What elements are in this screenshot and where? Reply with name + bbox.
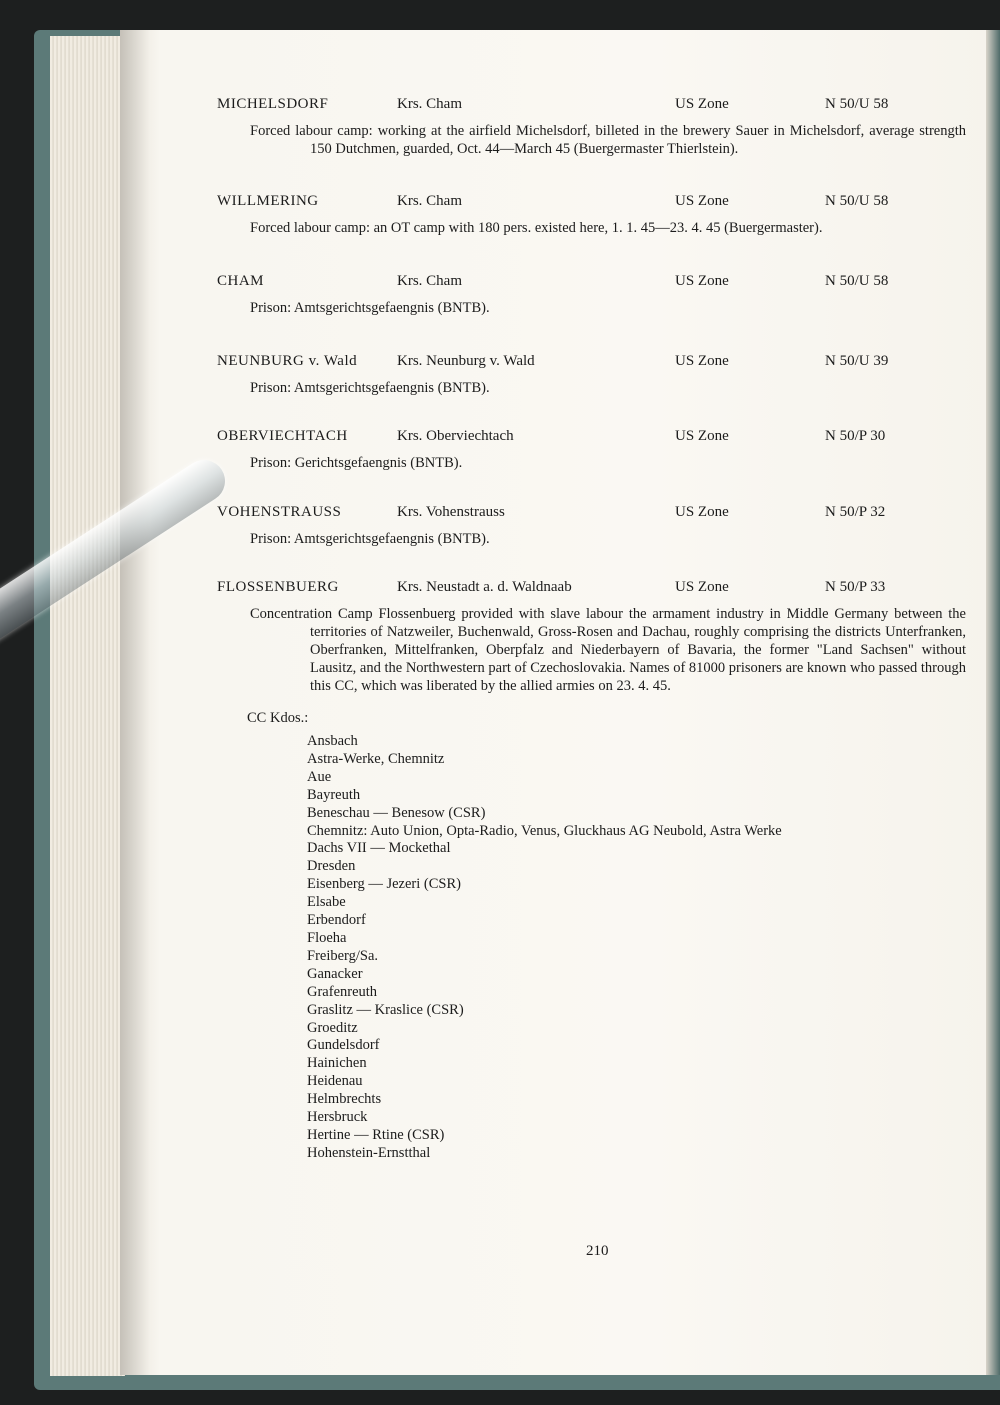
entry-header bbox=[120, 504, 980, 524]
list-item: Hertine — Rtine (CSR) bbox=[307, 1126, 445, 1143]
grid-reference: N 50/U 58 bbox=[825, 96, 889, 112]
place-name: CHAM bbox=[217, 273, 265, 289]
cc-kdos-label: CC Kdos.: bbox=[247, 710, 309, 726]
zone: US Zone bbox=[675, 353, 729, 369]
district: Krs. Vohenstrauss bbox=[397, 504, 505, 520]
grid-reference: N 50/P 32 bbox=[825, 504, 886, 520]
grid-reference: N 50/U 39 bbox=[825, 353, 889, 369]
entry-header bbox=[120, 273, 980, 293]
list-item: Elsabe bbox=[307, 894, 346, 911]
zone: US Zone bbox=[675, 96, 729, 112]
district: Krs. Cham bbox=[397, 193, 462, 209]
district: Krs. Neunburg v. Wald bbox=[397, 353, 535, 369]
right-page-edge bbox=[986, 30, 1000, 1375]
entry-description: Prison: Amtsgerichtsgefaengnis (BNTB). bbox=[250, 380, 490, 396]
entry-flossenbuerg bbox=[120, 579, 980, 695]
grid-reference: N 50/U 58 bbox=[825, 193, 889, 209]
list-item: Astra-Werke, Chemnitz bbox=[307, 750, 445, 767]
list-item: Aue bbox=[307, 768, 332, 785]
list-item: Dachs VII — Mockethal bbox=[307, 840, 451, 857]
entry-description: Concentration Camp Flossenbuerg provided with slave labour the armament industry in Middle Germany between the territories of Natzweiler, Buchenwald, Gross-Rosen and Dachau, roughly comprising the districts Unterfranken, Oberfranken, Mittelfranken, Oberpfalz and Niederbayern of Bavaria, the former "Land Sachsen" without Lausitz, and the Northwestern part of Czechoslovakia. Names of 81000 prisoners are known who passed through this CC, which was liberated by the allied armies on 23. 4. 45. bbox=[250, 606, 966, 694]
list-item: Dresden bbox=[307, 858, 356, 875]
list-item: Ansbach bbox=[307, 733, 358, 749]
list-item: Heidenau bbox=[307, 1073, 363, 1090]
district: Krs. Cham bbox=[397, 96, 462, 112]
list-item: Graslitz — Kraslice (CSR) bbox=[307, 1001, 464, 1018]
list-item: Erbendorf bbox=[307, 912, 366, 929]
page-number: 210 bbox=[586, 1243, 609, 1259]
grid-reference: N 50/P 33 bbox=[825, 579, 886, 595]
place-name: VOHENSTRAUSS bbox=[217, 504, 342, 520]
list-item: Eisenberg — Jezeri (CSR) bbox=[307, 876, 461, 893]
list-item: Beneschau — Benesow (CSR) bbox=[307, 804, 486, 821]
cc-kdos-list bbox=[307, 733, 782, 1163]
entry-header bbox=[120, 193, 980, 213]
entry-description: Prison: Gerichtsgefaengnis (BNTB). bbox=[250, 455, 463, 471]
entry-header bbox=[120, 579, 980, 599]
place-name: OBERVIECHTACH bbox=[217, 428, 348, 444]
entry-header bbox=[120, 353, 980, 373]
list-item: Bayreuth bbox=[307, 786, 361, 803]
place-name: MICHELSDORF bbox=[217, 96, 329, 112]
entry-willmering bbox=[120, 193, 980, 237]
page-edges bbox=[50, 36, 125, 1376]
entry-description: Prison: Amtsgerichtsgefaengnis (BNTB). bbox=[250, 531, 490, 547]
entry-header bbox=[120, 428, 980, 448]
zone: US Zone bbox=[675, 504, 729, 520]
entry-cham bbox=[120, 273, 980, 317]
zone: US Zone bbox=[675, 273, 729, 289]
district: Krs. Oberviechtach bbox=[397, 428, 514, 444]
entry-description: Prison: Amtsgerichtsgefaengnis (BNTB). bbox=[250, 300, 490, 316]
entry-vohenstrauss bbox=[120, 504, 980, 548]
entry-michelsdorf bbox=[120, 96, 980, 158]
list-item: Grafenreuth bbox=[307, 983, 378, 1000]
entry-oberviechtach bbox=[120, 428, 980, 472]
list-item: Hainichen bbox=[307, 1055, 367, 1072]
place-name: FLOSSENBUERG bbox=[217, 579, 339, 595]
entry-description: Forced labour camp: working at the airfield Michelsdorf, billeted in the brewery Sauer in Michelsdorf, average strength 150 Dutchmen, guarded, Oct. 44—March 45 (Buergermaster Thierlstein). bbox=[250, 123, 966, 157]
entry-header bbox=[120, 96, 980, 116]
district: Krs. Cham bbox=[397, 273, 462, 289]
list-item: Freiberg/Sa. bbox=[307, 947, 379, 964]
list-item: Hersbruck bbox=[307, 1109, 368, 1126]
list-item: Ganacker bbox=[307, 965, 363, 982]
entry-description: Forced labour camp: an OT camp with 180 pers. existed here, 1. 1. 45—23. 4. 45 (Buergermaster). bbox=[250, 220, 823, 236]
district: Krs. Neustadt a. d. Waldnaab bbox=[397, 579, 572, 595]
book-page bbox=[120, 30, 1000, 1375]
zone: US Zone bbox=[675, 428, 729, 444]
list-item: Helmbrechts bbox=[307, 1091, 382, 1108]
list-item: Floeha bbox=[307, 929, 347, 946]
grid-reference: N 50/U 58 bbox=[825, 273, 889, 289]
place-name: NEUNBURG v. Wald bbox=[217, 353, 358, 369]
place-name: WILLMERING bbox=[217, 193, 319, 209]
grid-reference: N 50/P 30 bbox=[825, 428, 886, 444]
zone: US Zone bbox=[675, 193, 729, 209]
zone: US Zone bbox=[675, 579, 729, 595]
list-item: Chemnitz: Auto Union, Opta-Radio, Venus, Gluckhaus AG Neubold, Astra Werke bbox=[307, 822, 782, 839]
list-item: Gundelsdorf bbox=[307, 1037, 380, 1054]
list-item: Groeditz bbox=[307, 1019, 358, 1036]
entry-neunburg bbox=[120, 353, 980, 397]
list-item: Hohenstein-Ernstthal bbox=[307, 1144, 431, 1161]
